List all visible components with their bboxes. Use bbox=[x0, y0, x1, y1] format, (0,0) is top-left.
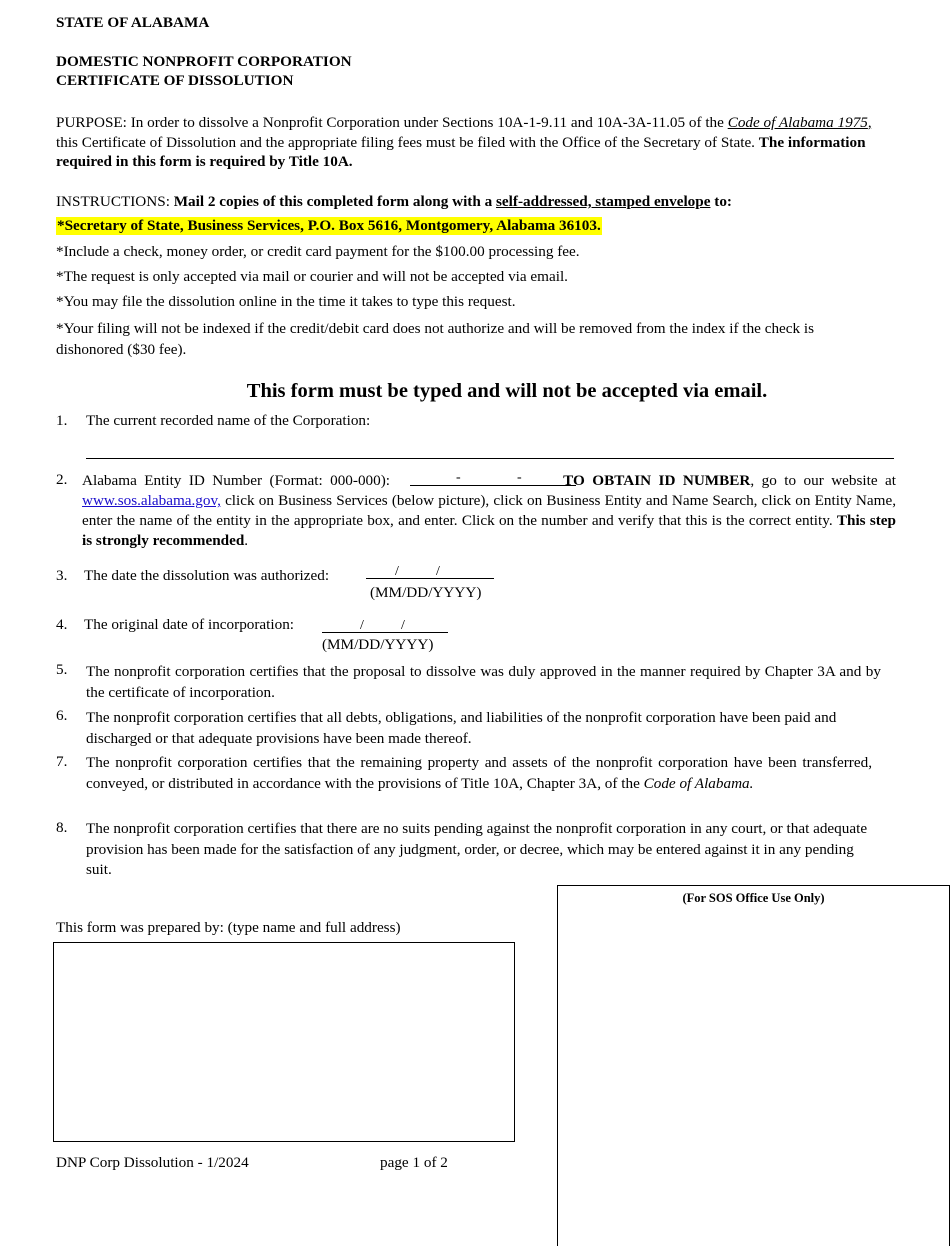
instructions-lead: INSTRUCTIONS: bbox=[56, 193, 174, 210]
sos-office-use-label: (For SOS Office Use Only) bbox=[682, 891, 825, 905]
incorporation-date-field[interactable] bbox=[322, 632, 448, 633]
entity-id-field[interactable] bbox=[410, 485, 576, 486]
purpose-body: this Certificate of Dissolution and the appropriate filing fees must be filed with the Office of the Secretary of State. bbox=[56, 133, 759, 151]
purpose-comma: , bbox=[867, 114, 872, 131]
item7-code-of-alabama: Code of Alabama. bbox=[643, 774, 754, 792]
id-separator-1: - bbox=[456, 470, 461, 485]
sase-text: self-addressed, stamped envelope bbox=[496, 193, 711, 210]
item3-label: The date the dissolution was authorized: bbox=[84, 567, 330, 584]
entity-id-label: Alabama Entity ID Number (Format: 000-000): bbox=[82, 472, 391, 489]
date-format-hint: (MM/DD/YYYY) bbox=[322, 636, 434, 653]
typed-notice: This form must be typed and will not be accepted via email. bbox=[246, 380, 768, 402]
instructions-line bbox=[56, 193, 916, 211]
form-identifier: DNP Corp Dissolution - 1/2024 bbox=[56, 1154, 249, 1171]
form-title-line1: DOMESTIC NONPROFIT CORPORATION bbox=[56, 53, 352, 70]
date-slash: / bbox=[395, 564, 399, 579]
item5-text: The nonprofit corporation certifies that the proposal to dissolve was duly approved in the manner required by Chapter 3A and by the certificate of incorporation. bbox=[86, 663, 881, 701]
mailing-address: *Secretary of State, Business Services, P.O. Box 5616, Montgomery, Alabama 36103. bbox=[57, 217, 601, 234]
item-number-3: 3. bbox=[56, 567, 68, 584]
dissolution-date-field[interactable] bbox=[366, 578, 494, 579]
id-separator-2: - bbox=[517, 470, 522, 485]
code-of-alabama: Code of Alabama 1975 bbox=[727, 114, 868, 131]
state-heading: STATE OF ALABAMA bbox=[56, 14, 210, 31]
date-slash: / bbox=[401, 618, 405, 633]
item-number-7: 7. bbox=[56, 753, 68, 770]
item6-text: The nonprofit corporation certifies that all debts, obligations, and liabilities of the nonprofit corporation have been paid and discharged or that adequate provisions have been made thereof. bbox=[86, 709, 837, 747]
sos-website-link[interactable]: www.sos.alabama.gov, bbox=[82, 492, 221, 509]
date-format-hint: (MM/DD/YYYY) bbox=[370, 584, 482, 601]
item-number-2: 2. bbox=[56, 471, 68, 488]
item-number-4: 4. bbox=[56, 616, 68, 633]
purpose-paragraph bbox=[56, 113, 896, 172]
sos-office-use-box bbox=[557, 885, 950, 1246]
item-number-5: 5. bbox=[56, 661, 68, 678]
item-number-6: 6. bbox=[56, 707, 68, 724]
purpose-bold: The information required in this form is required by Title 10A. bbox=[56, 133, 866, 170]
item2-paragraph bbox=[82, 471, 896, 551]
date-slash: / bbox=[360, 618, 364, 633]
instruction-fee: *Include a check, money order, or credit card payment for the $100.00 processing fee. bbox=[56, 243, 580, 260]
item2-period: . bbox=[244, 532, 249, 549]
item1-label: The current recorded name of the Corporation: bbox=[86, 412, 371, 429]
instruction-mail-only: *The request is only accepted via mail or courier and will not be accepted via email. bbox=[56, 268, 568, 285]
date-slash: / bbox=[436, 564, 440, 579]
item8-text: The nonprofit corporation certifies that there are no suits pending against the nonprofit corporation in any court, or that adequate provision has been made for the satisfaction of any judgment, order, or decree, which may be entered against it in any pending suit. bbox=[86, 820, 868, 878]
obtain-id-heading: TO OBTAIN ID NUMBER bbox=[556, 472, 751, 489]
item2-text-a: , go to our website at bbox=[750, 472, 897, 489]
item7-paragraph bbox=[86, 753, 872, 794]
item-number-8: 8. bbox=[56, 819, 68, 836]
item-number-1: 1. bbox=[56, 412, 68, 429]
instructions-bold: Mail 2 copies of this completed form along with a bbox=[173, 193, 497, 210]
prepared-by-label: This form was prepared by: (type name and full address) bbox=[56, 919, 401, 936]
instruction-online: *You may file the dissolution online in the time it takes to type this request. bbox=[56, 293, 516, 310]
corporation-name-field[interactable] bbox=[86, 458, 894, 459]
item4-label: The original date of incorporation: bbox=[84, 616, 295, 633]
page-number: page 1 of 2 bbox=[380, 1154, 448, 1171]
form-title-line2: CERTIFICATE OF DISSOLUTION bbox=[56, 72, 294, 89]
item7-text: The nonprofit corporation certifies that the remaining property and assets of the nonprofit corporation have been transferred, conveyed, or distributed in accordance with the provisions of Title 10A, Chapter 3A, of the bbox=[86, 754, 872, 792]
prepared-by-box[interactable] bbox=[53, 942, 515, 1142]
instructions-to: to: bbox=[710, 193, 732, 210]
purpose-lead: PURPOSE: In order to dissolve a Nonprofit Corporation under Sections 10A-1-9.11 and 10A-3A-11.05 of the bbox=[56, 114, 728, 131]
instruction-indexing: *Your filing will not be indexed if the credit/debit card does not authorize and will be removed from the index if the check is dishonored ($30 fee). bbox=[56, 320, 815, 358]
item2-text-b: click on Business Services (below picture), click on Business Entity and Name Search, click on Entity Name, enter the name of the entity in the appropriate box, and enter. Click on the number and verify that this is the correct entity. bbox=[82, 492, 896, 529]
strongly-recommended: This step is strongly recommended bbox=[82, 512, 896, 549]
